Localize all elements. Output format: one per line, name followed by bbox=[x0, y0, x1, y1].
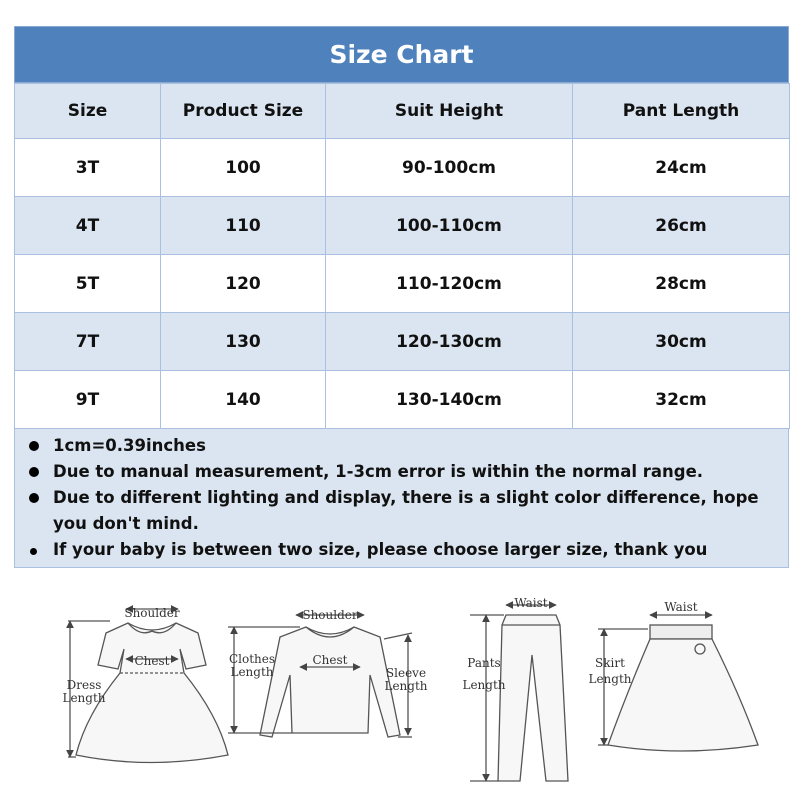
note-item bbox=[27, 433, 780, 459]
note-item bbox=[27, 485, 780, 537]
cell-suit-height: 110-120cm bbox=[326, 255, 573, 313]
measurement-diagrams bbox=[0, 585, 800, 800]
cell-product-size: 130 bbox=[161, 313, 326, 371]
chart-title: Size Chart bbox=[14, 26, 789, 83]
cell-product-size: 140 bbox=[161, 371, 326, 429]
dress-chest-label: Chest bbox=[134, 654, 170, 668]
note-text: 1cm=0.39inches bbox=[53, 436, 206, 455]
note-item bbox=[27, 537, 780, 563]
skirt-length-label-1: Skirt bbox=[595, 656, 625, 670]
header-size: Size bbox=[15, 84, 161, 139]
top-sleeve-label-2: Length bbox=[384, 679, 428, 693]
cell-pant-length: 32cm bbox=[573, 371, 790, 429]
note-item bbox=[27, 459, 780, 485]
cell-pant-length: 28cm bbox=[573, 255, 790, 313]
top-sleeve-label-1: Sleeve bbox=[385, 666, 427, 680]
notes-box bbox=[14, 429, 789, 568]
top-chest-label: Chest bbox=[312, 653, 348, 667]
top-length-label-1: Clothes bbox=[228, 652, 276, 666]
top-length-label-2: Length bbox=[230, 665, 274, 679]
cell-suit-height: 120-130cm bbox=[326, 313, 573, 371]
skirt-waist-label: Waist bbox=[664, 600, 698, 614]
header-suit-height: Suit Height bbox=[326, 84, 573, 139]
dress-shoulder-label: Shoulder bbox=[124, 606, 180, 620]
table-row bbox=[15, 255, 790, 313]
cell-pant-length: 24cm bbox=[573, 139, 790, 197]
table-header-row bbox=[15, 84, 790, 139]
bullet-icon bbox=[27, 537, 53, 563]
note-text: Due to different lighting and display, there is a slight color difference, hope you don't mind. bbox=[53, 488, 759, 533]
cell-pant-length: 30cm bbox=[573, 313, 790, 371]
cell-suit-height: 100-110cm bbox=[326, 197, 573, 255]
table-row bbox=[15, 139, 790, 197]
cell-size: 5T bbox=[15, 255, 161, 313]
cell-size: 4T bbox=[15, 197, 161, 255]
cell-size: 7T bbox=[15, 313, 161, 371]
cell-product-size: 120 bbox=[161, 255, 326, 313]
bullet-icon bbox=[27, 433, 53, 459]
pants-diagram bbox=[470, 605, 568, 781]
table-row bbox=[15, 313, 790, 371]
top-shoulder-label: Shoulder bbox=[302, 608, 358, 622]
cell-suit-height: 130-140cm bbox=[326, 371, 573, 429]
note-text: Due to manual measurement, 1-3cm error is within the normal range. bbox=[53, 462, 704, 481]
cell-size: 9T bbox=[15, 371, 161, 429]
dress-length-label-1: Dress bbox=[66, 678, 102, 692]
pants-length-label-1: Pants bbox=[467, 656, 501, 670]
pants-length-label-2: Length bbox=[462, 678, 506, 692]
dress-length-label-2: Length bbox=[62, 691, 106, 705]
size-chart bbox=[14, 26, 789, 568]
pants-waist-label: Waist bbox=[514, 596, 548, 610]
cell-suit-height: 90-100cm bbox=[326, 139, 573, 197]
cell-product-size: 110 bbox=[161, 197, 326, 255]
note-text: If your baby is between two size, please choose larger size, thank you bbox=[53, 540, 708, 559]
table-row bbox=[15, 371, 790, 429]
cell-pant-length: 26cm bbox=[573, 197, 790, 255]
header-pant-length: Pant Length bbox=[573, 84, 790, 139]
header-product-size: Product Size bbox=[161, 84, 326, 139]
bullet-icon bbox=[27, 459, 53, 485]
cell-product-size: 100 bbox=[161, 139, 326, 197]
cell-size: 3T bbox=[15, 139, 161, 197]
bullet-icon bbox=[27, 485, 53, 511]
skirt-length-label-2: Length bbox=[588, 672, 632, 686]
table-row bbox=[15, 197, 790, 255]
size-table bbox=[14, 83, 790, 429]
